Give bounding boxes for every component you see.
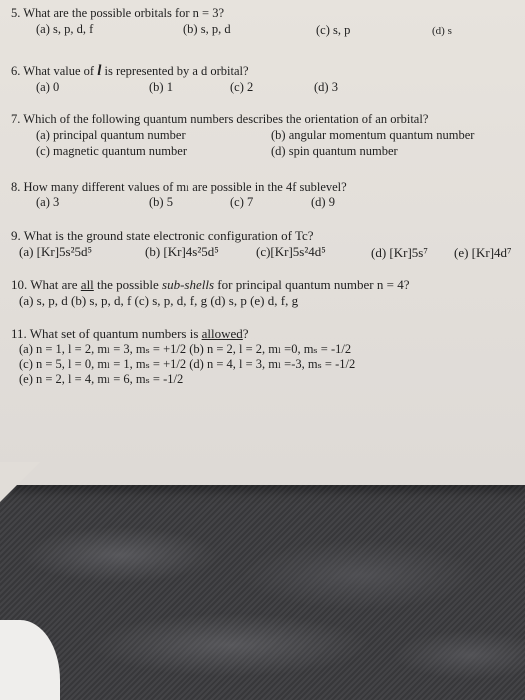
q8-question: 8. How many different values of mₗ are possible in the 4f sublevel? (11, 180, 347, 194)
q10-question: 10. What are all the possible sub-shells for principal quantum number n = 4? (11, 277, 410, 292)
q7-option-c: (c) magnetic quantum number (36, 144, 187, 158)
q7-option-d: (d) spin quantum number (271, 144, 398, 158)
q11-options-row-2: (c) n = 5, l = 0, mₗ = 1, mₛ = +1/2 (d) n = 4, l = 3, mₗ =-3, mₛ = -1/2 (19, 357, 356, 371)
q6-option-c: (c) 2 (230, 80, 254, 94)
q11-options-row-1: (a) n = 1, l = 2, mₗ = 3, mₛ = +1/2 (b) n = 2, l = 2, mₗ =0, mₛ = -1/2 (19, 342, 352, 356)
q5-option-c: (c) s, p (316, 23, 351, 37)
q9-option-c: (c)[Kr]5s²4d⁵ (256, 244, 326, 259)
q6-option-b: (b) 1 (149, 80, 173, 94)
q9-option-e: (e) [Kr]4d⁷ (454, 245, 512, 260)
q6-symbol-l: l (97, 63, 102, 79)
q6-option-d: (d) 3 (314, 80, 338, 94)
q9-option-d: (d) [Kr]5s⁷ (371, 245, 428, 260)
q11-question: 11. What set of quantum numbers is allowed? (11, 326, 249, 341)
q5-option-d: (d) s (432, 25, 452, 37)
q9-question: 9. What is the ground state electronic configuration of Tc? (11, 228, 314, 243)
q8-option-a: (a) 3 (36, 195, 60, 209)
q8-option-c: (c) 7 (230, 195, 254, 209)
q7-option-b: (b) angular momentum quantum number (271, 128, 475, 142)
q5-option-a: (a) s, p, d, f (36, 22, 94, 36)
q7-option-a: (a) principal quantum number (36, 128, 186, 142)
q6-question: 6. What value of l is represented by a d orbital? (11, 63, 249, 79)
q7-question: 7. Which of the following quantum numbers describes the orientation of an orbital? (11, 112, 429, 126)
q10-options: (a) s, p, d (b) s, p, d, f (c) s, p, d, f, g (d) s, p (e) d, f, g (19, 293, 299, 308)
q5-option-b: (b) s, p, d (183, 22, 231, 36)
q8-option-d: (d) 9 (311, 195, 335, 209)
q6-option-a: (a) 0 (36, 80, 60, 94)
q5-question: 5. What are the possible orbitals for n = 3? (11, 6, 225, 20)
q9-option-a: (a) [Kr]5s²5d⁵ (19, 244, 93, 259)
fabric-background (0, 485, 525, 700)
q11-options-row-3: (e) n = 2, l = 4, mₗ = 6, mₛ = -1/2 (19, 372, 184, 386)
q9-option-b: (b) [Kr]4s²5d⁵ (145, 244, 219, 259)
q8-option-b: (b) 5 (149, 195, 173, 209)
